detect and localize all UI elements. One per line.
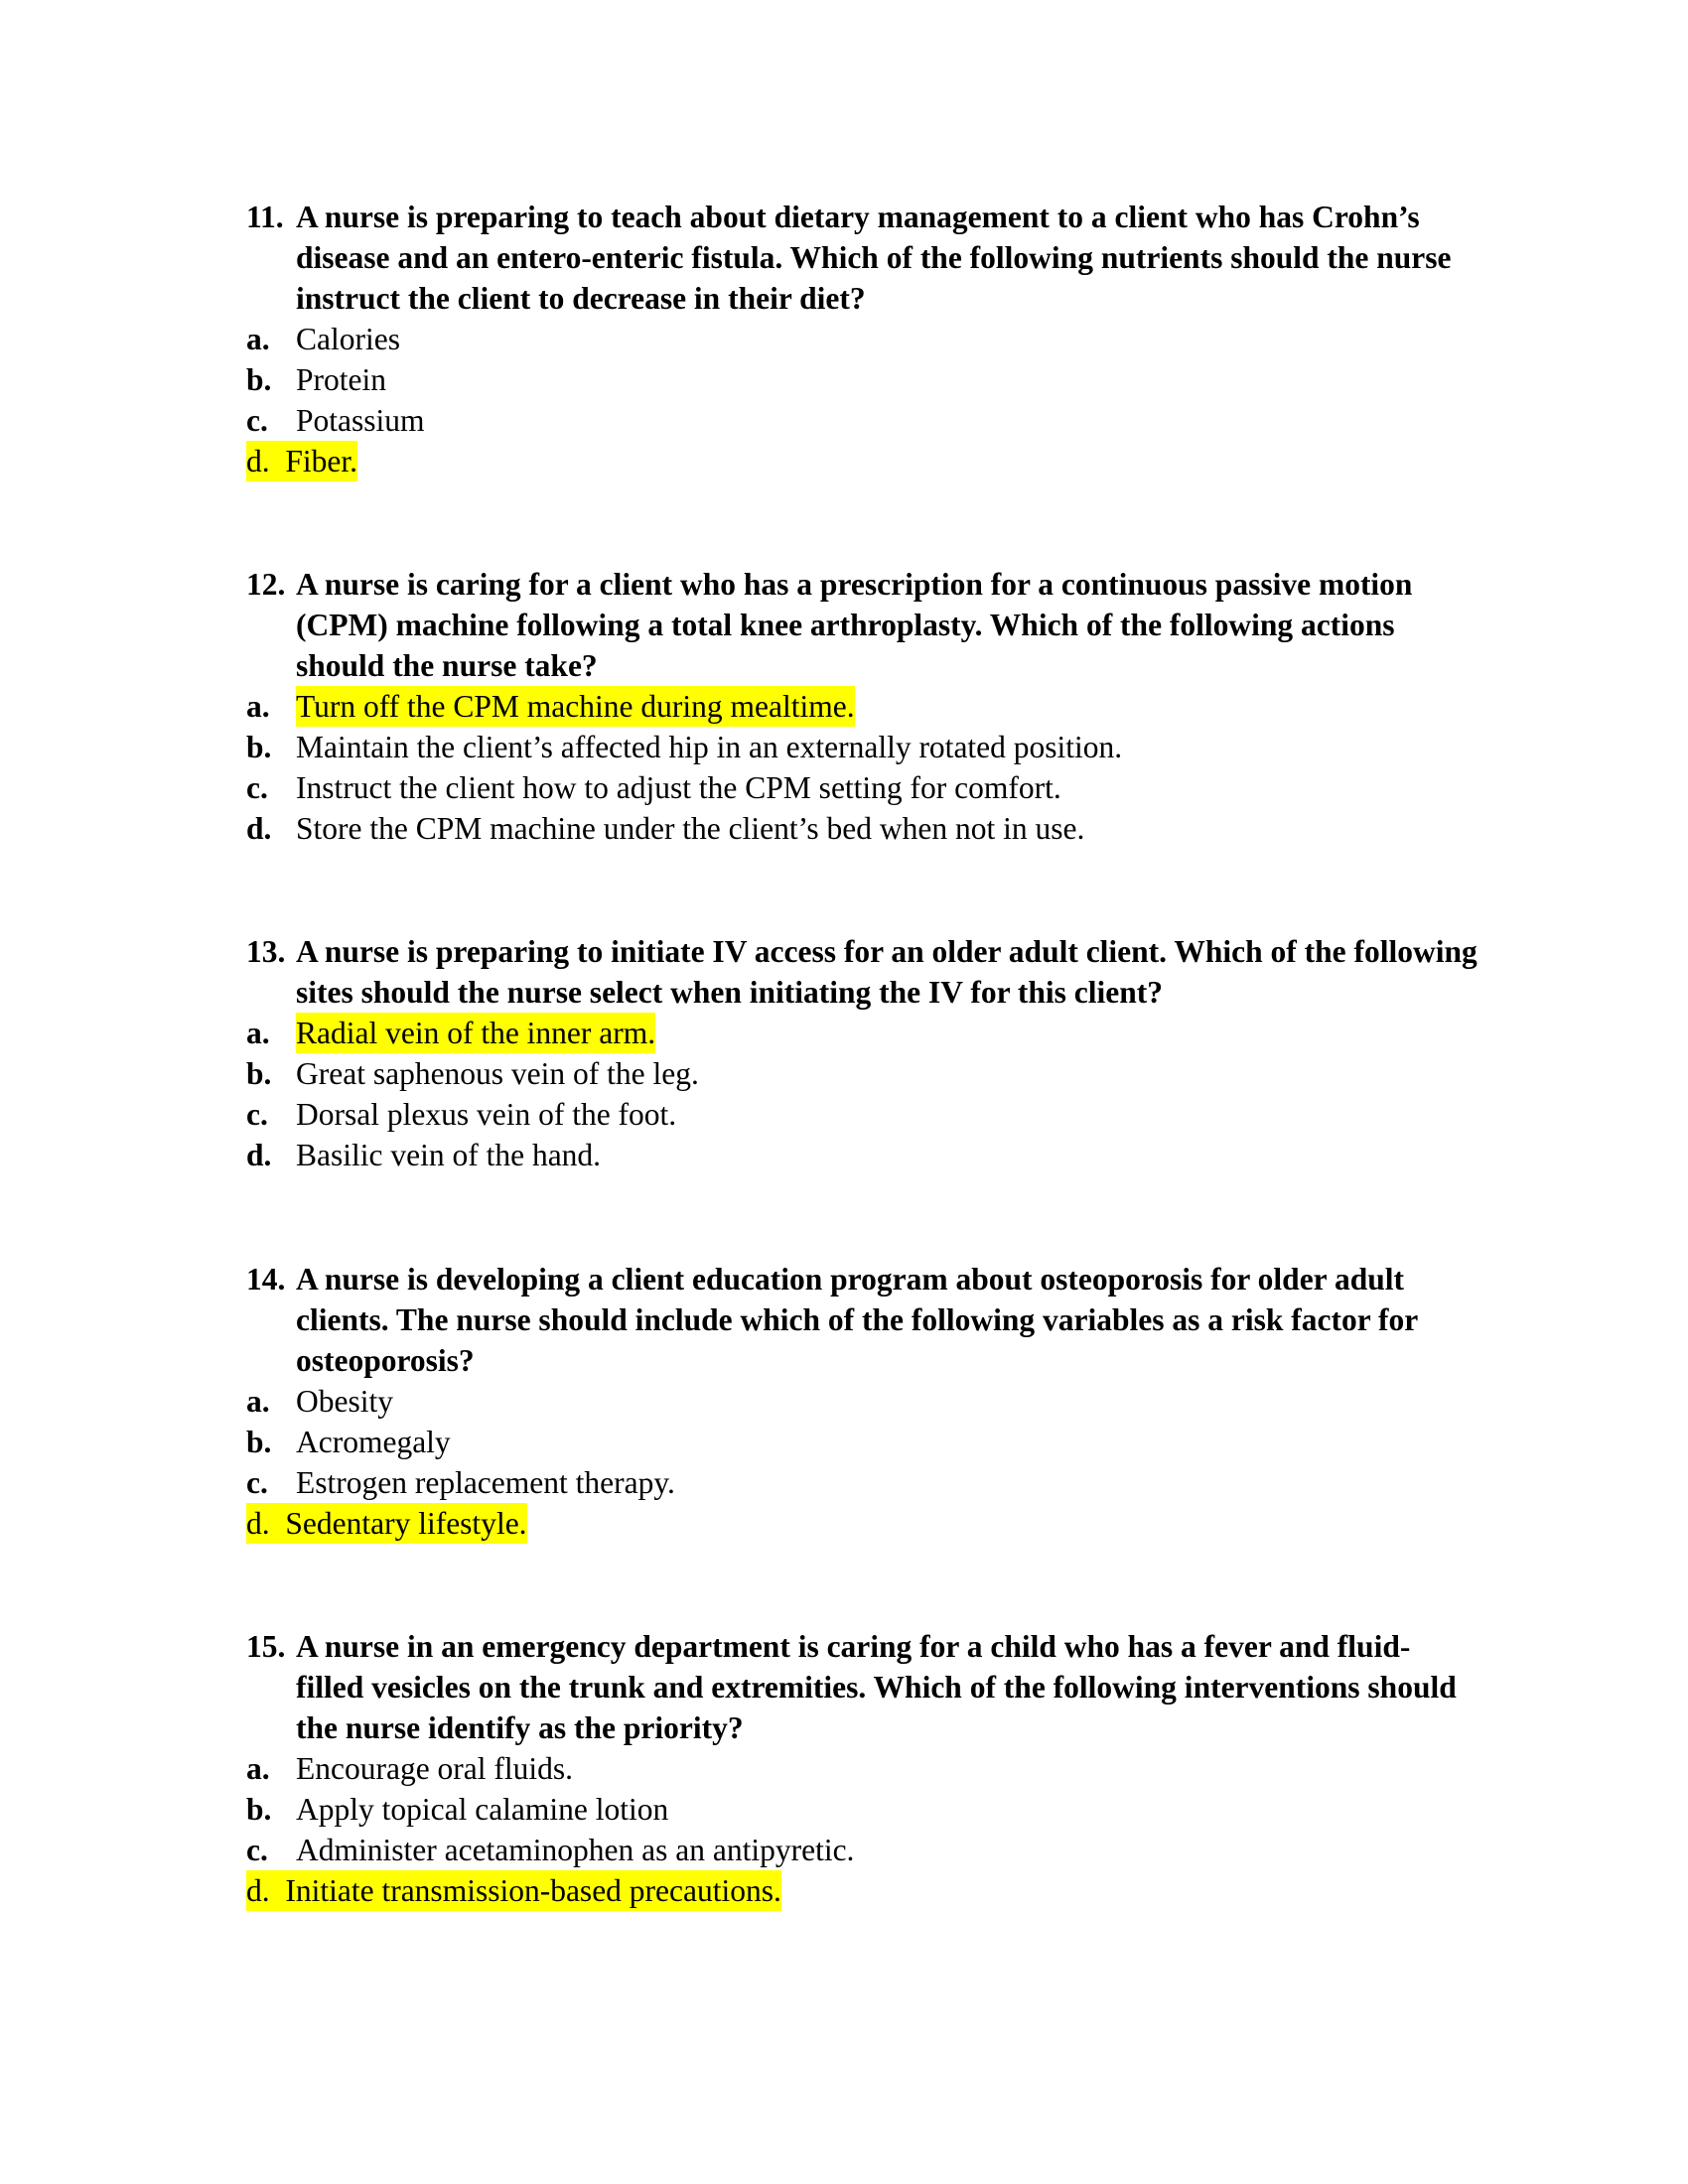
option-c: [246, 1830, 1477, 1870]
answer-options: [246, 686, 1477, 849]
option-text: Turn off the CPM machine during mealtime.: [296, 686, 855, 727]
option-d-highlighted-answer: [246, 441, 1477, 481]
option-a-highlighted-answer: [246, 1013, 1477, 1053]
option-letter: a.: [246, 1751, 270, 1786]
highlighted-answer: [246, 1870, 781, 1911]
option-text: Basilic vein of the hand.: [296, 1138, 602, 1172]
question-stem: [246, 564, 1477, 686]
option-a: [246, 1381, 1477, 1422]
question-text: A nurse is developing a client education program about osteoporosis for older adult clients. The nurse should include which of the following variables as a risk factor for osteoporosis?: [296, 1262, 1418, 1378]
option-c: [246, 1094, 1477, 1135]
option-d-highlighted-answer: [246, 1870, 1477, 1911]
question-number: 12.: [246, 567, 286, 602]
question-stem: [246, 931, 1477, 1013]
answer-options: [246, 319, 1477, 481]
option-d-highlighted-answer: [246, 1503, 1477, 1544]
option-text: Acromegaly: [296, 1425, 451, 1459]
question-text: A nurse in an emergency department is caring for a child who has a fever and fluid-filled vesicles on the trunk and extremities. Which of the following interventions should the nurse identify as the priority?: [296, 1629, 1457, 1745]
answer-options: [246, 1013, 1477, 1175]
highlighted-answer: [246, 441, 357, 481]
question-text: A nurse is preparing to teach about dietary management to a client who has Crohn’s disease and an entero-enteric fistula. Which of the following nutrients should the nurse instruct the client to decrease in their diet?: [296, 200, 1452, 316]
option-text: Instruct the client how to adjust the CPM setting for comfort.: [296, 770, 1061, 805]
option-c: [246, 400, 1477, 441]
option-letter: c.: [246, 1833, 268, 1867]
option-text: Potassium: [296, 403, 425, 438]
option-letter: c.: [246, 1097, 268, 1132]
option-text: Great saphenous vein of the leg.: [296, 1056, 699, 1091]
option-b: [246, 1422, 1477, 1462]
option-a: [246, 319, 1477, 359]
question-text: A nurse is preparing to initiate IV access for an older adult client. Which of the following sites should the nurse select when initiating the IV for this client?: [296, 934, 1477, 1010]
option-letter: a.: [246, 1384, 270, 1419]
option-letter: b.: [246, 1056, 272, 1091]
option-letter: b.: [246, 730, 272, 764]
option-text: Estrogen replacement therapy.: [296, 1465, 675, 1500]
question-12: [246, 564, 1477, 849]
option-text: Fiber.: [285, 444, 358, 478]
option-letter: a.: [246, 322, 270, 356]
option-letter: a.: [246, 689, 270, 724]
answer-options: [246, 1748, 1477, 1911]
question-stem: [246, 197, 1477, 319]
option-letter: b.: [246, 362, 272, 397]
option-text: Initiate transmission-based precautions.: [285, 1873, 781, 1908]
question-text: A nurse is caring for a client who has a prescription for a continuous passive motion (CPM) machine following a total knee arthroplasty. Which of the following actions should the nurse take?: [296, 567, 1413, 683]
option-text: Sedentary lifestyle.: [285, 1506, 527, 1541]
option-letter: a.: [246, 1016, 270, 1050]
option-c: [246, 1462, 1477, 1503]
option-text: Radial vein of the inner arm.: [296, 1013, 655, 1053]
option-b: [246, 359, 1477, 400]
question-stem: [246, 1626, 1477, 1748]
option-text: Administer acetaminophen as an antipyretic.: [296, 1833, 855, 1867]
option-letter: d.: [246, 1506, 270, 1541]
option-letter: b.: [246, 1792, 272, 1827]
option-text: Maintain the client’s affected hip in an externally rotated position.: [296, 730, 1123, 764]
question-number: 14.: [246, 1262, 286, 1297]
question-number: 13.: [246, 934, 286, 969]
question-15: [246, 1626, 1477, 1911]
option-d: [246, 1135, 1477, 1175]
option-b: [246, 727, 1477, 767]
option-letter: c.: [246, 770, 268, 805]
option-letter: b.: [246, 1425, 272, 1459]
option-text: Encourage oral fluids.: [296, 1751, 574, 1786]
option-text: Obesity: [296, 1384, 393, 1419]
question-number: 11.: [246, 200, 284, 234]
answer-options: [246, 1381, 1477, 1544]
option-text: Dorsal plexus vein of the foot.: [296, 1097, 677, 1132]
option-b: [246, 1053, 1477, 1094]
option-a-highlighted-answer: [246, 686, 1477, 727]
option-c: [246, 767, 1477, 808]
highlighted-answer: [246, 1503, 527, 1544]
question-13: [246, 931, 1477, 1175]
option-letter: d.: [246, 444, 270, 478]
option-letter: c.: [246, 1465, 268, 1500]
option-letter: d.: [246, 811, 272, 846]
question-14: [246, 1259, 1477, 1544]
option-text: Calories: [296, 322, 400, 356]
option-letter: d.: [246, 1873, 270, 1908]
option-text: Store the CPM machine under the client’s bed when not in use.: [296, 811, 1085, 846]
option-text: Apply topical calamine lotion: [296, 1792, 669, 1827]
option-a: [246, 1748, 1477, 1789]
question-number: 15.: [246, 1629, 286, 1664]
question-stem: [246, 1259, 1477, 1381]
question-11: [246, 197, 1477, 481]
option-text: Protein: [296, 362, 386, 397]
option-letter: c.: [246, 403, 268, 438]
option-d: [246, 808, 1477, 849]
option-letter: d.: [246, 1138, 272, 1172]
option-b: [246, 1789, 1477, 1830]
